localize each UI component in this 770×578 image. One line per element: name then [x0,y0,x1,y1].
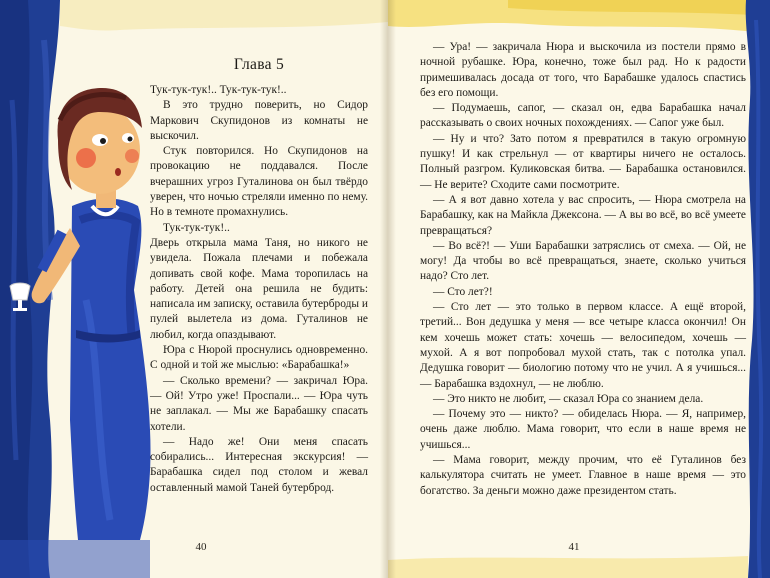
paragraph: — Ура! — закричала Нюра и выскочила из постели прямо в ночной рубашке. Юра, конечно, тоже был рад. Но к радости примешивалась досада от того, что Барабашке удалось спастись без его помощи. [420,41,746,99]
paragraph: — Мама говорит, между прочим, что её Гуталинов без калькулятора считать не умеет. Главное в наше время — это богатство. За деньги можно даже президентом стать. [420,454,746,497]
paragraph: — Сколько времени? — закричал Юра. — Ой! Утро уже! Проспали... — Юра чуть не заплакал. — Мы же Барабашку спасать хотели. [150,374,368,433]
book-gutter [380,0,396,578]
paragraph: — Надо же! Они меня спасать собирались... Интересная экскурсия! — Барабашка сидел под столом и жевал оставленный мамой Таней бутерброд. [150,435,368,494]
page-number: 40 [195,541,207,553]
paragraph: Стук повторился. Но Скупидонов на провокацию не поддавался. После вчерашних угроз Гуталинова он был твёрдо уверен, что ночью стреляли именно по нему. Но в темноте промахнулись. [150,145,368,219]
paragraph: — Сто лет?! [433,285,493,298]
paragraph: В это трудно поверить, но Сидор Маркович Скупидонов из комнаты не выскочил. [150,99,368,142]
paragraph: — Сто лет — это только в первом классе. А ещё второй, третий... Вон дедушка у меня — все четыре класса окончил! Он кем хочешь может стать: хочешь — велосипедом, хочешь — мухой. А я вот попробовал мухой стать, так с потолка упал. Дедушка говорит — биологию потому что не учил. А я учишься... — Барабашка вздохнул, — не люблю. [420,301,746,390]
paragraph: — Почему это — никто? — обиделась Нюра. — Я, например, очень даже люблю. Мама говорит, что если в наше время не учишься... [420,408,746,451]
chapter-title: Глава 5 [233,56,285,73]
paragraph: — Подумаешь, сапог, — сказал он, едва Барабашка начал рассказывать о своих ночных похождениях. — Сапог уже был. [420,102,746,130]
page-number: 41 [568,541,580,553]
paragraph: — Ну и что? Зато потом я превратился в такую огромную пушку! И как стрельнул — от квартиры ничего не осталось. Полный разгром. Куликовская битва. — Барабашка остановился. — Не верите? Сходите сами посмотрите. [420,132,746,191]
right-page [388,0,770,578]
left-page-text [150,83,368,496]
paragraph: — А я вот давно хотела у вас спросить, — Нюра смотрела на Барабашку, как на Майкла Джексона. — А вы во всё, во всё умеете превращаться? [420,193,746,237]
paragraph: Тук-тук-тук!.. Тук-тук-тук!.. [150,84,287,96]
paragraph: Юра с Нюрой проснулись одновременно. С одной и той же мыслью: «Барабашка!» [150,344,368,372]
paragraph: Тук-тук-тук!.. [163,221,230,234]
paragraph: Дверь открыла мама Таня, но никого не увидела. Пожала плечами и побежала допивать свой кофе. Мама торопилась на работу. Детей она решила не будить: написала им записку, оставила бутерброды и пулей вылетела из дома. Гуталинов не любил, когда опаздывают. [150,236,368,341]
right-page-text [420,40,746,499]
paragraph: — Это никто не любит, — сказал Юра со знанием дела. [433,392,704,405]
paragraph: — Во всё?! — Уши Барабашки затряслись от смеха. — Ой, не могу! Да чтобы во всё превращаться, знаете, сколько учиться надо? Сто лет. [420,239,746,283]
